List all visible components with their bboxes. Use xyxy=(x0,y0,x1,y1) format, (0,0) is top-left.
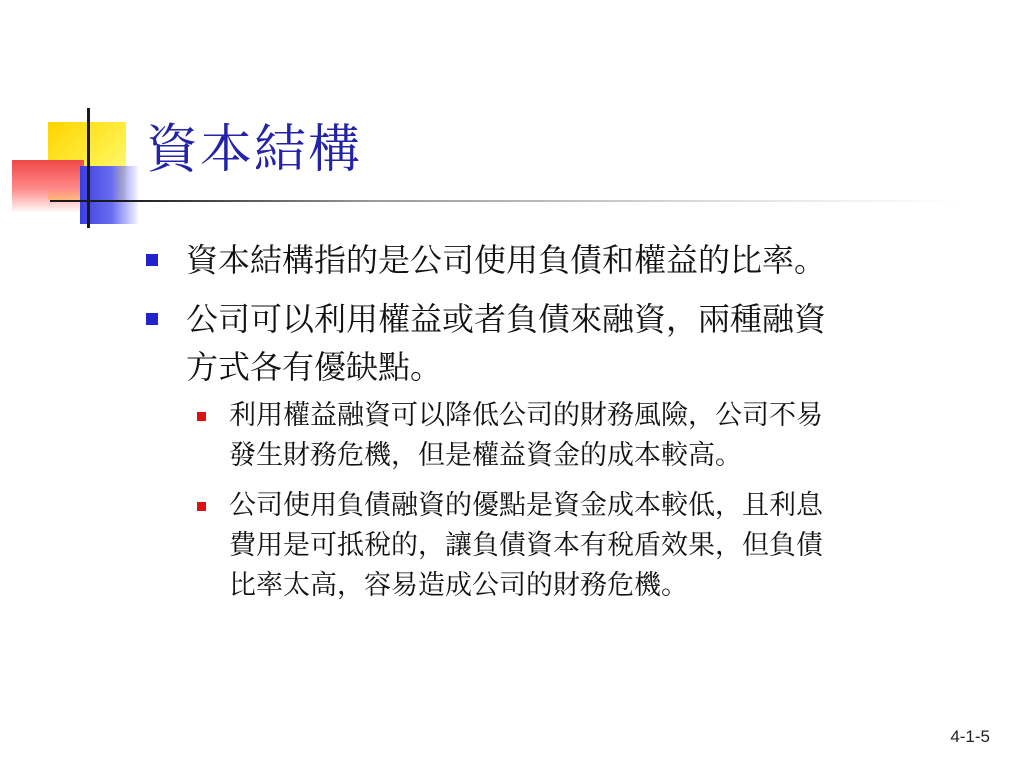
page-number: 4-1-5 xyxy=(950,727,990,746)
title-divider-line xyxy=(50,200,960,202)
slide-title: 資本結構 xyxy=(146,120,363,180)
bullet-text-line: 方式各有優缺點。 xyxy=(186,348,443,386)
sub-bullet-text-line: 比率太高，容易造成公司的財務危機。 xyxy=(229,570,688,601)
sub-bullet-text-line: 利用權益融資可以降低公司的財務風險，公司不易 xyxy=(229,400,823,431)
bullet-text: 資本結構指的是公司使用負債和權益的比率。 xyxy=(186,241,827,279)
bullet-square-icon xyxy=(146,254,158,266)
sub-bullet-item xyxy=(229,396,999,476)
logo-vertical-line xyxy=(87,108,90,228)
sub-bullet-text-line: 公司使用負債融資的優點是資金成本較低，且利息 xyxy=(229,490,823,521)
bullet-item xyxy=(186,295,986,391)
sub-bullet-text-line: 費用是可抵稅的，讓負債資本有稅盾效果，但負債 xyxy=(229,530,823,561)
sub-bullet-square-icon xyxy=(197,412,206,421)
sub-bullet-text-line: 發生財務危機，但是權益資金的成本較高。 xyxy=(229,440,742,471)
bullet-square-icon xyxy=(146,313,158,325)
bullet-item xyxy=(186,236,986,284)
logo-red-square xyxy=(12,160,84,212)
sub-bullet-item xyxy=(229,486,999,606)
bullet-text-line: 公司可以利用權益或者負債來融資，兩種融資 xyxy=(186,300,827,338)
sub-bullet-square-icon xyxy=(197,502,206,511)
